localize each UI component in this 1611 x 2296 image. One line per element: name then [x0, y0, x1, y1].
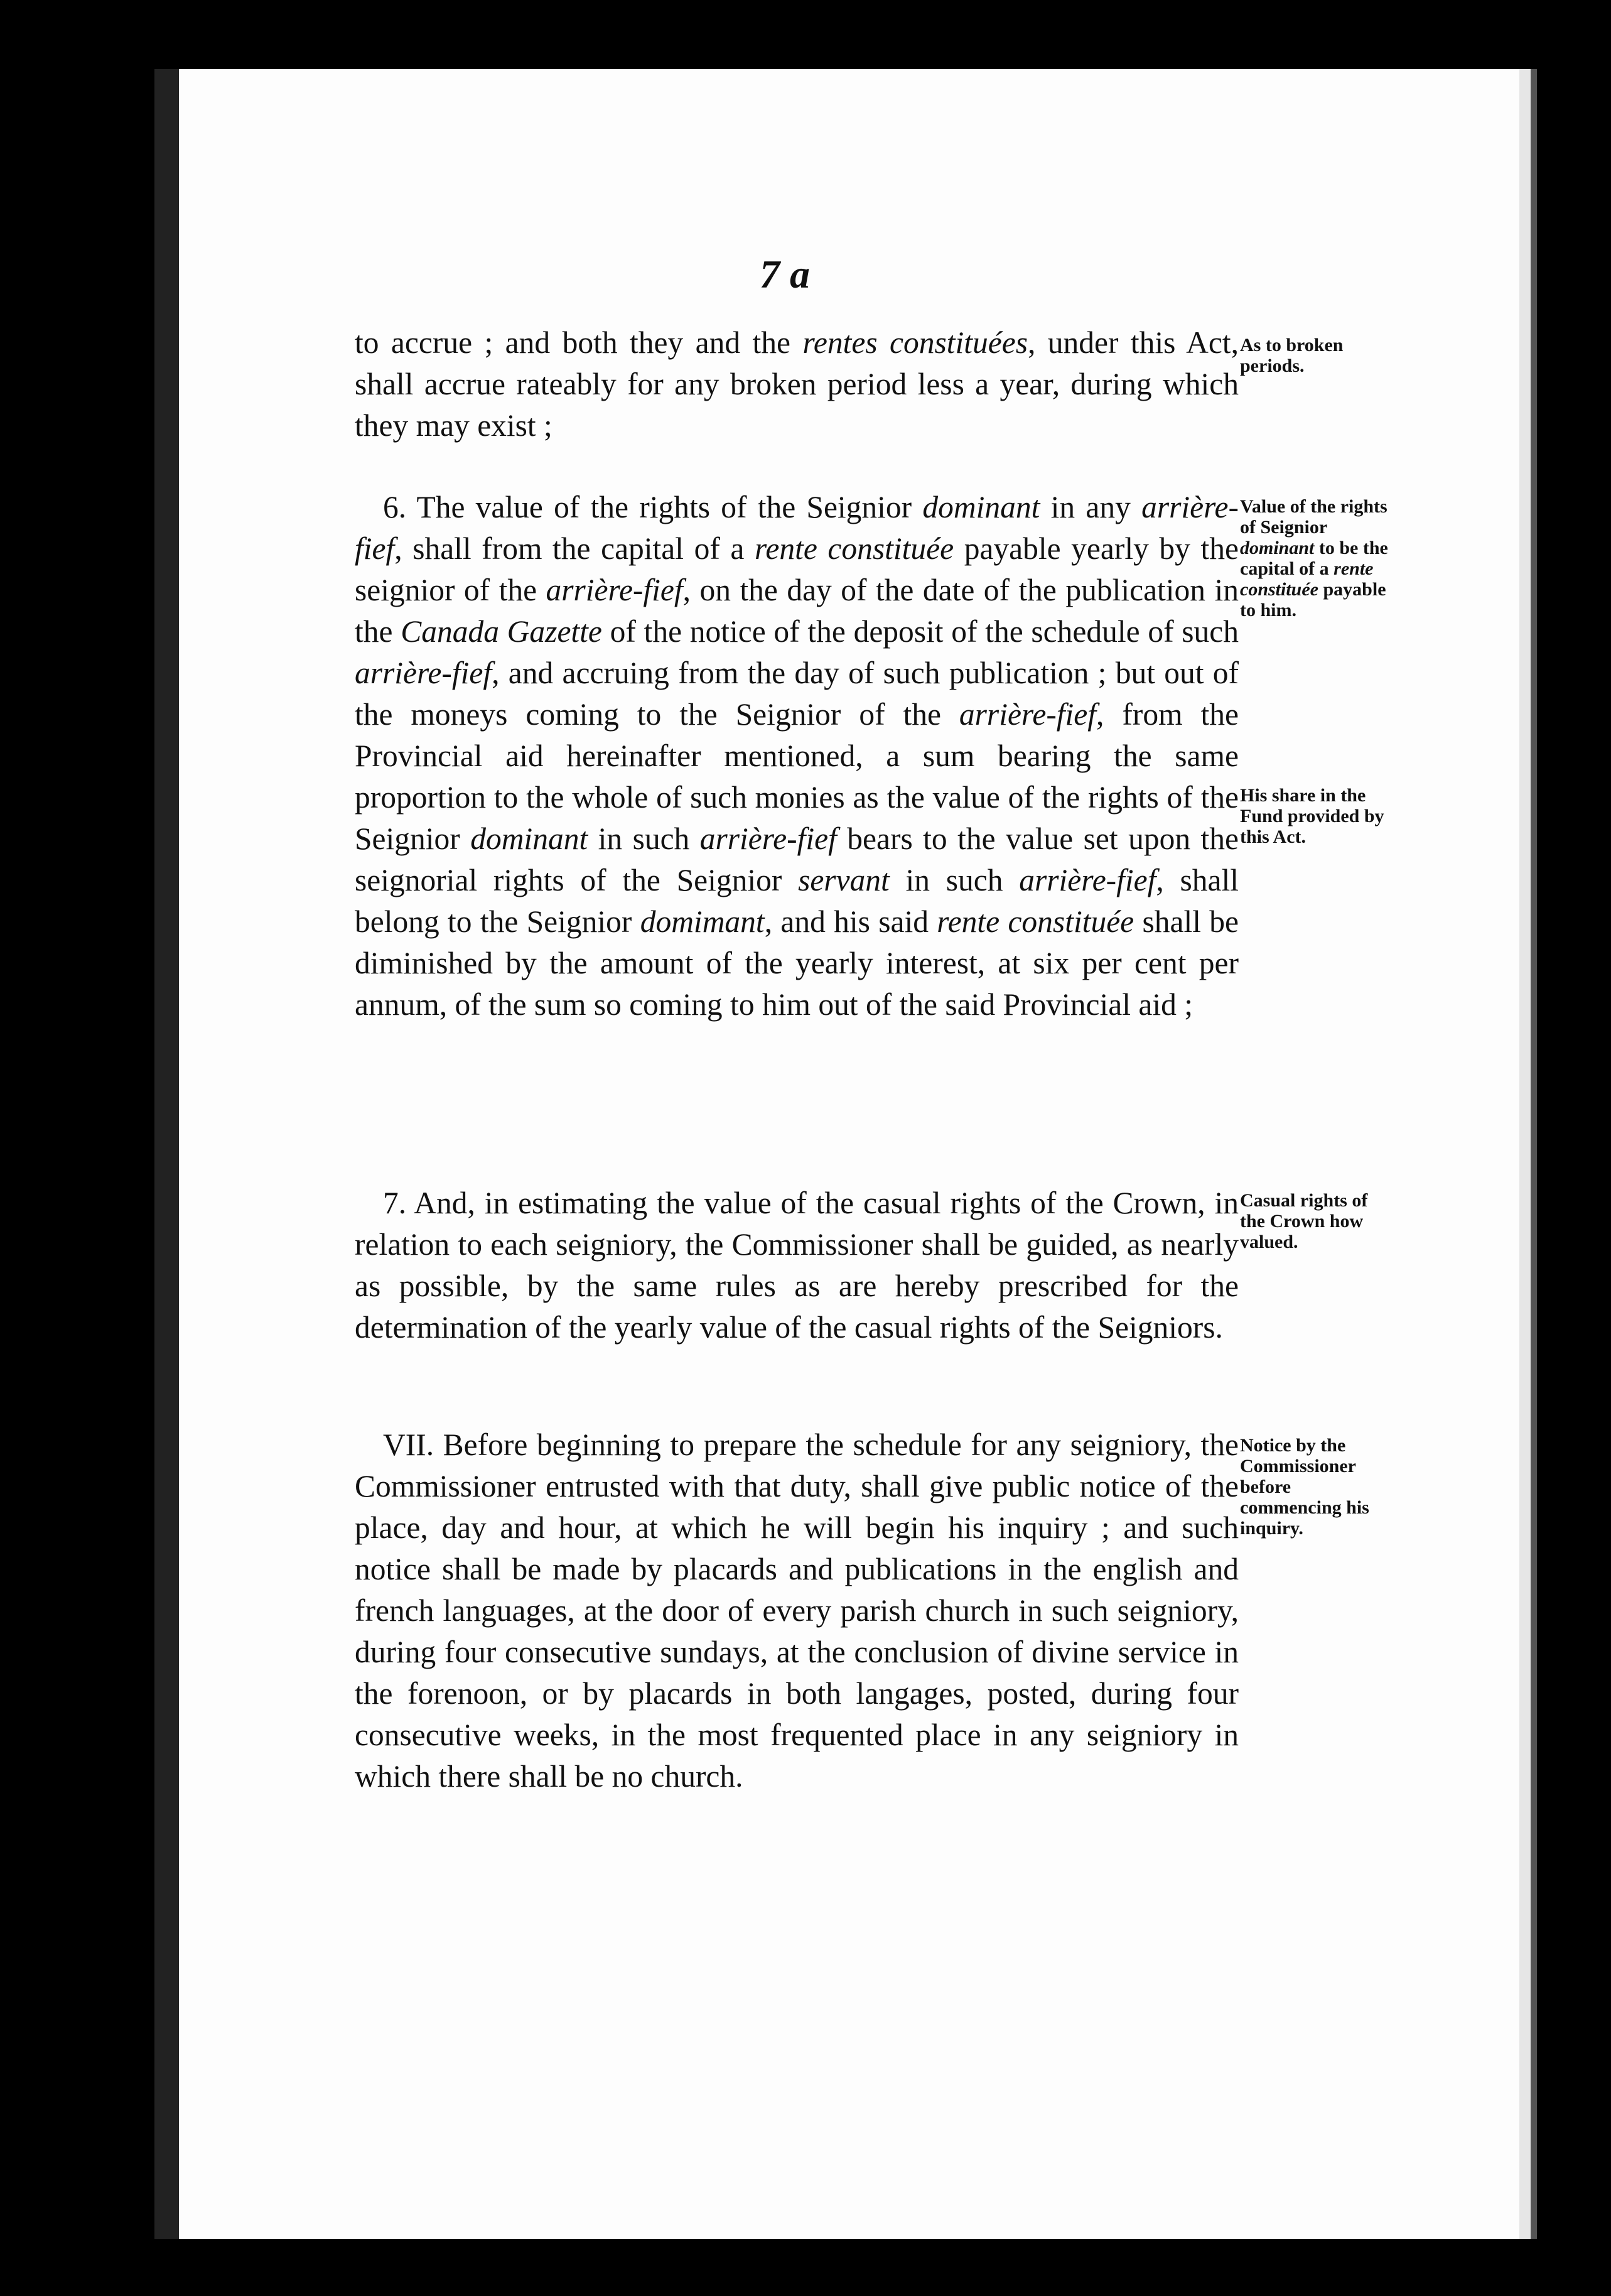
- italic-text-run: arrière-fief: [355, 656, 492, 690]
- text-run: to be the capital of a: [1240, 538, 1388, 579]
- page-number: 7 a: [760, 252, 810, 296]
- margin-note-broken-periods: [1240, 335, 1391, 376]
- italic-text-run: arrière-fief: [355, 490, 1239, 566]
- text-run: in such: [588, 821, 700, 856]
- margin-note-casual-rights: [1240, 1190, 1391, 1252]
- text-run: to accrue ; and both they and the: [355, 325, 803, 360]
- text-run: 6. The value of the rights of the Seignior: [383, 490, 923, 524]
- text-run: , and accruing from the day of such publication ; but out of the moneys coming to the Seignior of the: [355, 656, 1239, 732]
- text-run: payable to him.: [1240, 579, 1386, 620]
- text-run: , from the Provincial aid hereinafter mentioned, a sum bearing the same proportion to the whole of such monies as the value of the rights of the Seignior: [355, 697, 1239, 856]
- text-run: Value of the rights of Seignior: [1240, 496, 1387, 538]
- italic-text-run: servant: [798, 863, 890, 897]
- text-run: in such: [889, 863, 1020, 897]
- italic-text-run: rentes constituées: [802, 325, 1028, 360]
- text-run: VII. Before beginning to prepare the schedule for any seigniory, the Commissioner entrusted with that duty, shall give public notice of the place, day and hour, at which he will begin his inquiry ; and such notice shall be made by placards and publications in the english and french languages, at the door of every parish church in such seigniory, during four consecutive sundays, at the conclusion of divine service in the forenoon, or by placards in both langages, posted, during four consecutive weeks, in the most frequented place in any seigniory in which there shall be no church.: [355, 1427, 1239, 1794]
- italic-text-run: arrière-fief: [959, 697, 1097, 732]
- text-run: Notice by the Commissioner before commencing his inquiry.: [1240, 1435, 1369, 1539]
- text-run: 7. And, in estimating the value of the casual rights of the Crown, in relation to each seigniory, the Commissioner shall be guided, as nearly as possible, by the same rules as are hereby prescribed for the determination of the yearly value of the casual rights of the Seigniors.: [355, 1186, 1239, 1345]
- page-left-edge: [154, 69, 180, 2239]
- margin-note-value-of-rights: [1240, 496, 1391, 620]
- text-run: in any: [1040, 490, 1142, 524]
- paragraph-section-7: [355, 1183, 1239, 1348]
- italic-text-run: arrière-fief: [699, 821, 837, 856]
- margin-note-notice: [1240, 1435, 1391, 1539]
- text-run: of the notice of the deposit of the schedule of such: [601, 614, 1239, 649]
- text-run: Casual rights of the Crown how valued.: [1240, 1190, 1368, 1252]
- text-run: , and his said: [764, 904, 937, 939]
- text-run: payable yearly by the seignior of the: [355, 531, 1239, 607]
- italic-text-run: dominant: [1240, 538, 1315, 558]
- text-run: shall be diminished by the amount of the yearly interest, at six per cent per annum, of the sum so coming to him out of the said Provincial aid ;: [355, 904, 1239, 1022]
- italic-text-run: dominant: [470, 821, 588, 856]
- text-run: , shall from the capital of a: [394, 531, 755, 566]
- page-right-edge: [1519, 69, 1531, 2239]
- italic-text-run: dominant: [922, 490, 1040, 524]
- page-right-shadow: [1531, 69, 1537, 2239]
- text-run: As to broken periods.: [1240, 335, 1344, 376]
- paragraph-section-6: [355, 487, 1239, 1026]
- text-run: bears to the value set upon the seignorial rights of the Seignior: [355, 821, 1239, 897]
- text-run: , on the day of the date of the publication in the: [355, 573, 1239, 649]
- margin-note-share-in-fund: [1240, 785, 1391, 847]
- italic-text-run: domimant: [640, 904, 765, 939]
- italic-text-run: rente constituée: [754, 531, 954, 566]
- italic-text-run: arrière-fief: [546, 573, 683, 607]
- text-run: His share in the Fund provided by this Act.: [1240, 785, 1384, 847]
- italic-text-run: rente constituée: [1240, 558, 1374, 600]
- text-run: , under this Act, shall accrue rateably for any broken period less a year, during which they may exist ;: [355, 325, 1239, 443]
- text-run: , shall belong to the Seignior: [355, 863, 1239, 939]
- italic-text-run: Canada Gazette: [401, 614, 602, 649]
- italic-text-run: rente constituée: [937, 904, 1134, 939]
- paragraph-broken-periods: [355, 322, 1239, 447]
- paragraph-section-VII: [355, 1424, 1239, 1797]
- italic-text-run: arrière-fief: [1019, 863, 1156, 897]
